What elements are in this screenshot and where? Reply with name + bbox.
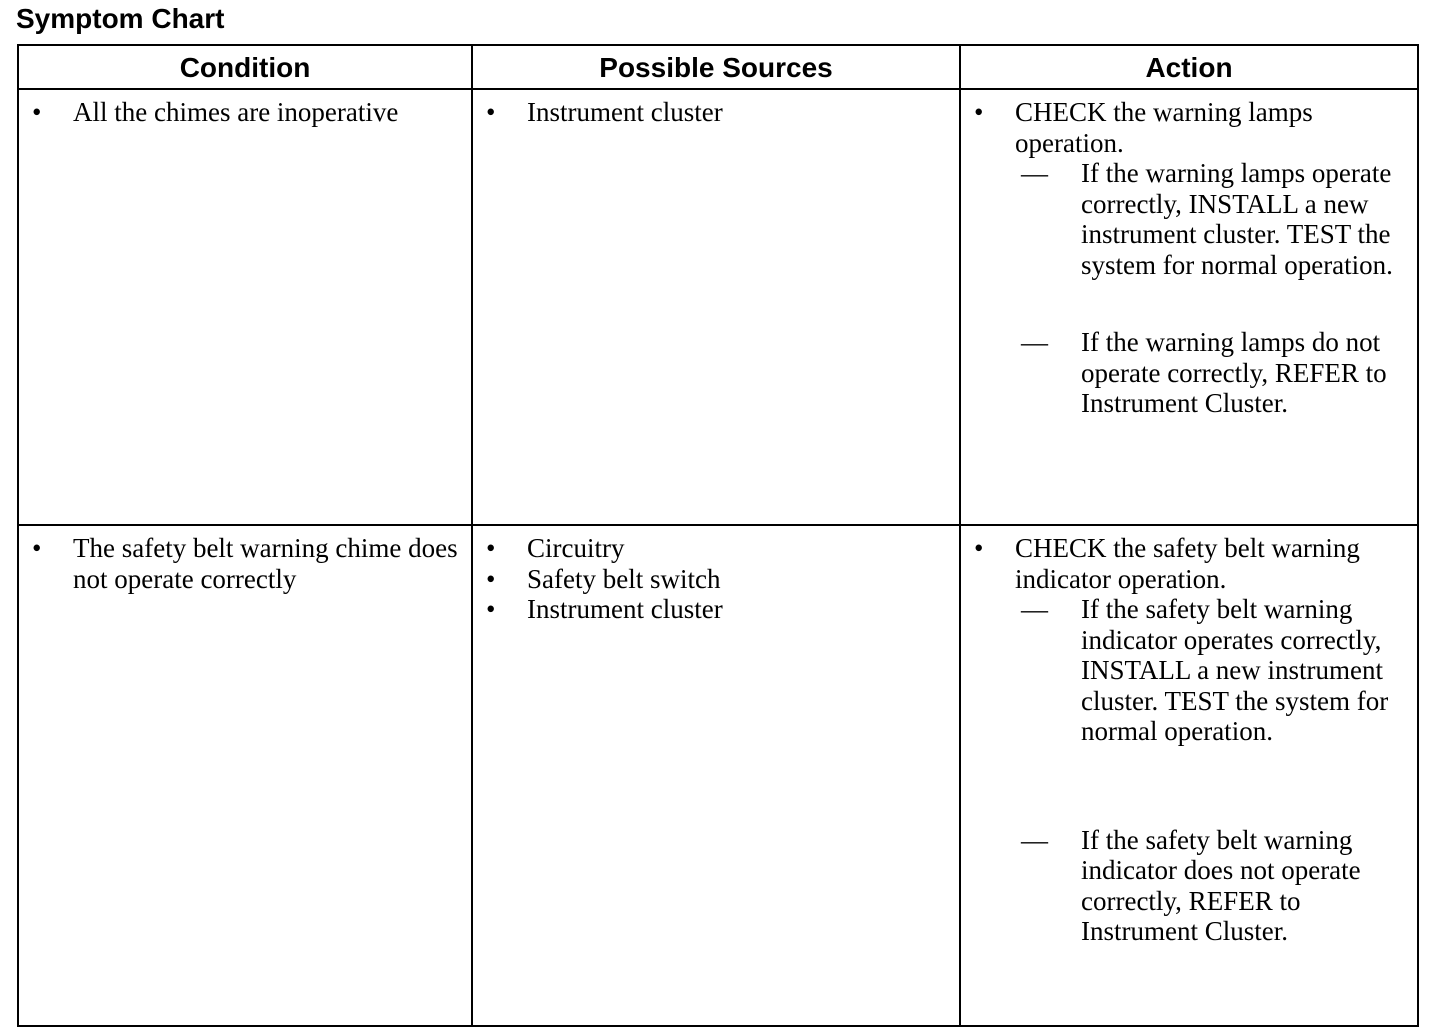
bullet-icon: • bbox=[32, 97, 42, 127]
action-sub-text: If the safety belt warning indicator does not operate correctly, REFER to Instrument Cluster. bbox=[1081, 824, 1361, 947]
action-cell bbox=[960, 89, 1418, 525]
list-item bbox=[961, 97, 1417, 158]
dash-icon: — bbox=[1021, 327, 1048, 357]
condition-header: Condition bbox=[18, 45, 472, 89]
bullet-icon: • bbox=[974, 97, 984, 127]
bullet-icon: • bbox=[32, 533, 42, 564]
condition-text: All the chimes are inoperative bbox=[73, 97, 399, 127]
dash-icon: — bbox=[1021, 824, 1048, 855]
source-text: Circuitry bbox=[527, 533, 625, 564]
action-sub-text: If the safety belt warning indicator operates correctly, INSTALL a new instrument cluster. TEST the system for normal operation. bbox=[1081, 594, 1389, 747]
bullet-icon: • bbox=[974, 533, 984, 564]
page-title: Symptom Chart bbox=[16, 3, 225, 34]
list-item bbox=[19, 97, 471, 128]
sources-cell bbox=[472, 89, 960, 525]
possible-sources-header: Possible Sources bbox=[472, 45, 960, 89]
list-item bbox=[961, 533, 1417, 594]
list-item bbox=[473, 533, 959, 564]
dash-icon: — bbox=[1021, 594, 1048, 625]
sources-cell bbox=[472, 525, 960, 1026]
action-main-text: CHECK the safety belt warning indicator operation. bbox=[1015, 533, 1360, 594]
header-row bbox=[18, 45, 1418, 89]
bullet-icon: • bbox=[486, 533, 496, 564]
bullet-icon: • bbox=[486, 594, 496, 625]
action-sub-text: If the warning lamps operate correctly, INSTALL a new instrument cluster. TEST the system for normal operation. bbox=[1081, 158, 1393, 280]
list-item bbox=[473, 594, 959, 625]
source-text: Instrument cluster bbox=[527, 97, 723, 127]
bullet-icon: • bbox=[486, 563, 496, 594]
action-sub-text: If the warning lamps do not operate correctly, REFER to Instrument Cluster. bbox=[1081, 327, 1387, 418]
list-item bbox=[19, 533, 471, 594]
bullet-icon: • bbox=[486, 97, 496, 127]
source-text: Instrument cluster bbox=[527, 594, 723, 625]
list-item bbox=[473, 564, 959, 595]
table-row bbox=[18, 525, 1418, 1026]
action-cell bbox=[960, 525, 1418, 1026]
action-sub-item bbox=[961, 327, 1417, 419]
table-row bbox=[18, 89, 1418, 525]
action-main-text: CHECK the warning lamps operation. bbox=[1015, 97, 1313, 158]
symptom-chart-table bbox=[17, 44, 1419, 1027]
action-sub-item bbox=[961, 594, 1417, 747]
condition-cell bbox=[18, 89, 472, 525]
dash-icon: — bbox=[1021, 158, 1048, 188]
action-sub-item bbox=[961, 158, 1417, 280]
action-header: Action bbox=[960, 45, 1418, 89]
source-text: Safety belt switch bbox=[527, 563, 721, 594]
action-sub-item bbox=[961, 825, 1417, 947]
condition-cell bbox=[18, 525, 472, 1026]
condition-text: The safety belt warning chime does not operate correctly bbox=[73, 533, 458, 594]
list-item bbox=[473, 97, 959, 128]
